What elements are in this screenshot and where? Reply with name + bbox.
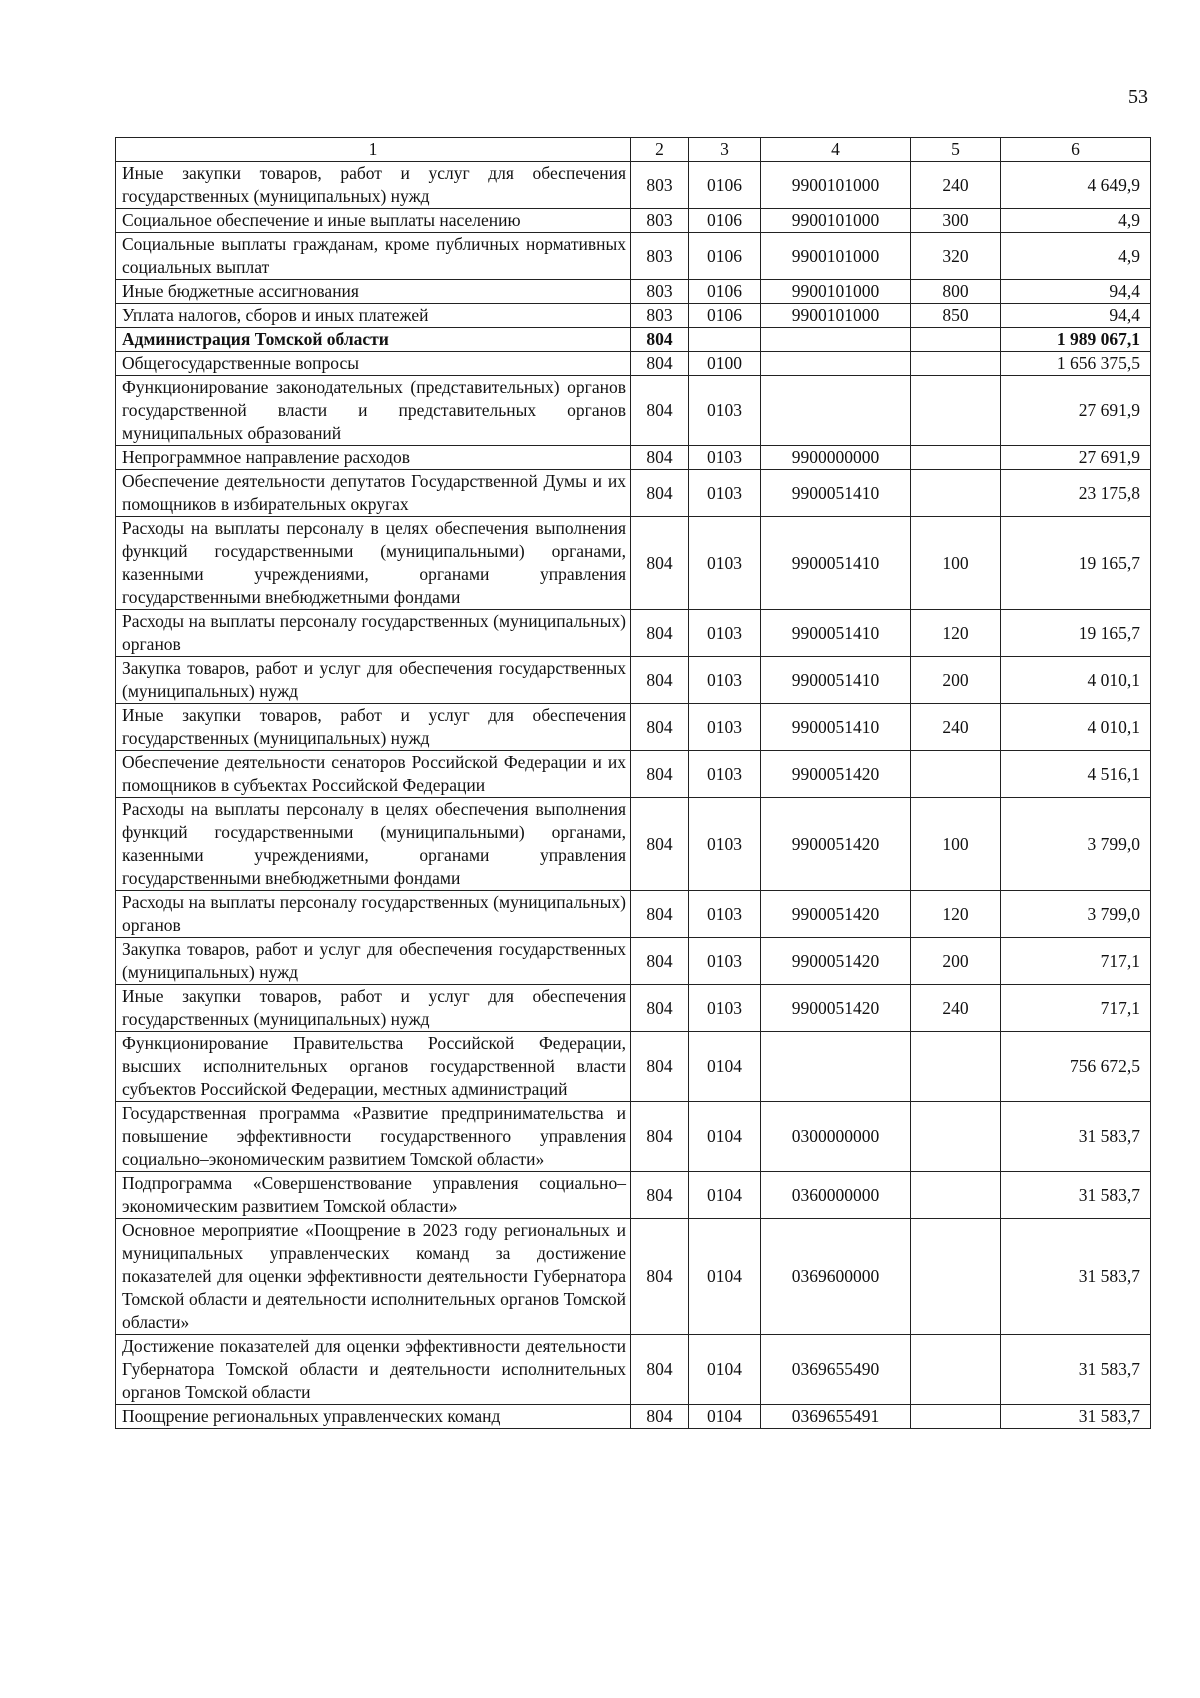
row-target-article-code: 0300000000 [761,1102,911,1172]
budget-table [115,137,1151,1429]
row-target-article-code: 9900051410 [761,610,911,657]
row-grbs-code: 803 [631,280,689,304]
row-section-code: 0103 [689,985,761,1032]
row-amount: 19 165,7 [1001,610,1151,657]
row-expense-type-code: 120 [911,891,1001,938]
row-name: Достижение показателей для оценки эффективности деятельности Губернатора Томской области и деятельности исполнительных органов Томской области [116,1335,631,1405]
row-amount: 31 583,7 [1001,1102,1151,1172]
row-expense-type-code [911,328,1001,352]
row-grbs-code: 804 [631,751,689,798]
row-amount: 4 649,9 [1001,162,1151,209]
row-section-code: 0103 [689,798,761,891]
row-section-code: 0104 [689,1032,761,1102]
table-row [116,1335,1151,1405]
row-target-article-code: 0369655491 [761,1405,911,1429]
table-row [116,1172,1151,1219]
row-target-article-code: 9900000000 [761,446,911,470]
table-row [116,891,1151,938]
row-expense-type-code: 240 [911,985,1001,1032]
row-grbs-code: 803 [631,304,689,328]
row-target-article-code [761,1032,911,1102]
row-grbs-code: 804 [631,1102,689,1172]
row-expense-type-code: 200 [911,657,1001,704]
row-name: Иные бюджетные ассигнования [116,280,631,304]
row-target-article-code: 9900051420 [761,798,911,891]
row-amount: 1 989 067,1 [1001,328,1151,352]
row-grbs-code: 804 [631,1172,689,1219]
row-grbs-code: 804 [631,610,689,657]
row-section-code: 0103 [689,891,761,938]
column-header: 5 [911,138,1001,162]
row-target-article-code: 9900051420 [761,751,911,798]
row-section-code: 0103 [689,376,761,446]
row-grbs-code: 804 [631,352,689,376]
row-section-code: 0104 [689,1335,761,1405]
row-amount: 94,4 [1001,280,1151,304]
row-name: Иные закупки товаров, работ и услуг для обеспечения государственных (муниципальных) нужд [116,985,631,1032]
row-amount: 94,4 [1001,304,1151,328]
row-section-code: 0100 [689,352,761,376]
row-expense-type-code: 200 [911,938,1001,985]
row-expense-type-code: 800 [911,280,1001,304]
row-expense-type-code [911,1172,1001,1219]
row-section-code: 0103 [689,657,761,704]
row-target-article-code [761,328,911,352]
row-amount: 31 583,7 [1001,1405,1151,1429]
table-row [116,470,1151,517]
table-row [116,704,1151,751]
table-row [116,657,1151,704]
row-expense-type-code [911,446,1001,470]
row-expense-type-code [911,1032,1001,1102]
row-section-code: 0103 [689,517,761,610]
table-row [116,233,1151,280]
row-section-code: 0103 [689,470,761,517]
row-expense-type-code: 100 [911,517,1001,610]
table-row [116,798,1151,891]
row-name: Функционирование законодательных (представительных) органов государственной власти и представительных органов муниципальных образований [116,376,631,446]
row-name: Общегосударственные вопросы [116,352,631,376]
row-section-code: 0104 [689,1219,761,1335]
row-amount: 31 583,7 [1001,1172,1151,1219]
row-target-article-code: 9900101000 [761,280,911,304]
row-expense-type-code [911,1335,1001,1405]
row-name: Непрограммное направление расходов [116,446,631,470]
row-section-code: 0106 [689,304,761,328]
row-name: Подпрограмма «Совершенствование управления социально–экономическим развитием Томской области» [116,1172,631,1219]
row-name: Иные закупки товаров, работ и услуг для обеспечения государственных (муниципальных) нужд [116,704,631,751]
row-expense-type-code: 100 [911,798,1001,891]
row-grbs-code: 804 [631,938,689,985]
row-grbs-code: 804 [631,798,689,891]
row-amount: 23 175,8 [1001,470,1151,517]
row-name: Закупка товаров, работ и услуг для обеспечения государственных (муниципальных) нужд [116,657,631,704]
table-row [116,1032,1151,1102]
row-section-code: 0103 [689,938,761,985]
table-row [116,985,1151,1032]
row-grbs-code: 804 [631,446,689,470]
row-target-article-code: 9900051420 [761,985,911,1032]
row-amount: 4,9 [1001,209,1151,233]
table-row [116,446,1151,470]
row-target-article-code: 9900051410 [761,470,911,517]
row-grbs-code: 803 [631,162,689,209]
row-amount: 3 799,0 [1001,798,1151,891]
row-grbs-code: 804 [631,1219,689,1335]
row-name: Социальные выплаты гражданам, кроме публичных нормативных социальных выплат [116,233,631,280]
row-amount: 27 691,9 [1001,376,1151,446]
row-target-article-code: 9900101000 [761,162,911,209]
row-amount: 19 165,7 [1001,517,1151,610]
row-section-code: 0103 [689,610,761,657]
row-amount: 27 691,9 [1001,446,1151,470]
row-name: Государственная программа «Развитие предпринимательства и повышение эффективности государственного управления социально–экономическим развитием Томской области» [116,1102,631,1172]
row-target-article-code: 9900051420 [761,891,911,938]
row-grbs-code: 803 [631,209,689,233]
row-expense-type-code [911,1405,1001,1429]
row-section-code: 0104 [689,1405,761,1429]
row-section-code: 0103 [689,751,761,798]
row-expense-type-code: 320 [911,233,1001,280]
row-section-code: 0104 [689,1172,761,1219]
row-grbs-code: 804 [631,1335,689,1405]
row-target-article-code: 0369655490 [761,1335,911,1405]
row-amount: 756 672,5 [1001,1032,1151,1102]
row-target-article-code [761,376,911,446]
row-amount: 1 656 375,5 [1001,352,1151,376]
row-section-code [689,328,761,352]
row-grbs-code: 804 [631,891,689,938]
row-name: Расходы на выплаты персоналу государственных (муниципальных) органов [116,610,631,657]
row-amount: 31 583,7 [1001,1335,1151,1405]
table-row [116,352,1151,376]
row-grbs-code: 804 [631,985,689,1032]
row-expense-type-code [911,1102,1001,1172]
row-target-article-code: 9900051410 [761,704,911,751]
row-expense-type-code: 120 [911,610,1001,657]
table-header-row [116,138,1151,162]
row-grbs-code: 804 [631,1032,689,1102]
row-expense-type-code: 300 [911,209,1001,233]
column-header: 3 [689,138,761,162]
row-grbs-code: 804 [631,657,689,704]
table-row [116,751,1151,798]
row-name: Функционирование Правительства Российской Федерации, высших исполнительных органов государственной власти субъектов Российской Федерации, местных администраций [116,1032,631,1102]
row-name: Расходы на выплаты персоналу государственных (муниципальных) органов [116,891,631,938]
column-header: 6 [1001,138,1151,162]
row-name: Поощрение региональных управленческих команд [116,1405,631,1429]
row-name: Уплата налогов, сборов и иных платежей [116,304,631,328]
column-header: 2 [631,138,689,162]
row-target-article-code: 9900051410 [761,517,911,610]
row-section-code: 0106 [689,233,761,280]
table-row [116,376,1151,446]
table-row [116,328,1151,352]
row-name: Обеспечение деятельности сенаторов Российской Федерации и их помощников в субъектах Российской Федерации [116,751,631,798]
row-name: Социальное обеспечение и иные выплаты населению [116,209,631,233]
row-expense-type-code: 850 [911,304,1001,328]
row-amount: 4 516,1 [1001,751,1151,798]
row-amount: 4 010,1 [1001,657,1151,704]
row-amount: 717,1 [1001,938,1151,985]
row-target-article-code [761,352,911,376]
row-expense-type-code [911,470,1001,517]
row-amount: 31 583,7 [1001,1219,1151,1335]
row-name: Расходы на выплаты персоналу в целях обеспечения выполнения функций государственными (муниципальными) органами, казенными учреждениями, органами управления государственными внебюджетными фондами [116,798,631,891]
row-name: Иные закупки товаров, работ и услуг для обеспечения государственных (муниципальных) нужд [116,162,631,209]
row-expense-type-code [911,751,1001,798]
table-row [116,209,1151,233]
page-number: 53 [1128,86,1148,108]
row-section-code: 0106 [689,280,761,304]
row-section-code: 0106 [689,162,761,209]
row-grbs-code: 803 [631,233,689,280]
row-expense-type-code [911,1219,1001,1335]
row-grbs-code: 804 [631,1405,689,1429]
row-amount: 3 799,0 [1001,891,1151,938]
row-target-article-code: 0369600000 [761,1219,911,1335]
row-section-code: 0104 [689,1102,761,1172]
row-grbs-code: 804 [631,517,689,610]
row-target-article-code: 9900051420 [761,938,911,985]
row-expense-type-code [911,352,1001,376]
table-row [116,280,1151,304]
row-amount: 717,1 [1001,985,1151,1032]
table-row [116,517,1151,610]
column-header: 4 [761,138,911,162]
table-row [116,1102,1151,1172]
table-row [116,938,1151,985]
column-header: 1 [116,138,631,162]
row-name: Обеспечение деятельности депутатов Государственной Думы и их помощников в избирательных округах [116,470,631,517]
row-name: Расходы на выплаты персоналу в целях обеспечения выполнения функций государственными (муниципальными) органами, казенными учреждениями, органами управления государственными внебюджетными фондами [116,517,631,610]
row-name: Администрация Томской области [116,328,631,352]
row-target-article-code: 9900051410 [761,657,911,704]
row-grbs-code: 804 [631,704,689,751]
row-expense-type-code [911,376,1001,446]
table-row [116,1405,1151,1429]
row-expense-type-code: 240 [911,704,1001,751]
table-row [116,610,1151,657]
row-name: Закупка товаров, работ и услуг для обеспечения государственных (муниципальных) нужд [116,938,631,985]
row-target-article-code: 9900101000 [761,233,911,280]
row-amount: 4,9 [1001,233,1151,280]
row-expense-type-code: 240 [911,162,1001,209]
row-grbs-code: 804 [631,376,689,446]
row-target-article-code: 0360000000 [761,1172,911,1219]
row-section-code: 0103 [689,704,761,751]
row-target-article-code: 9900101000 [761,209,911,233]
table-row [116,304,1151,328]
row-section-code: 0103 [689,446,761,470]
row-target-article-code: 9900101000 [761,304,911,328]
row-name: Основное мероприятие «Поощрение в 2023 году региональных и муниципальных управленческих команд за достижение показателей для оценки эффективности деятельности Губернатора Томской области и деятельности исполнительных органов Томской области» [116,1219,631,1335]
row-section-code: 0106 [689,209,761,233]
row-amount: 4 010,1 [1001,704,1151,751]
table-row [116,162,1151,209]
row-grbs-code: 804 [631,470,689,517]
row-grbs-code: 804 [631,328,689,352]
table-row [116,1219,1151,1335]
